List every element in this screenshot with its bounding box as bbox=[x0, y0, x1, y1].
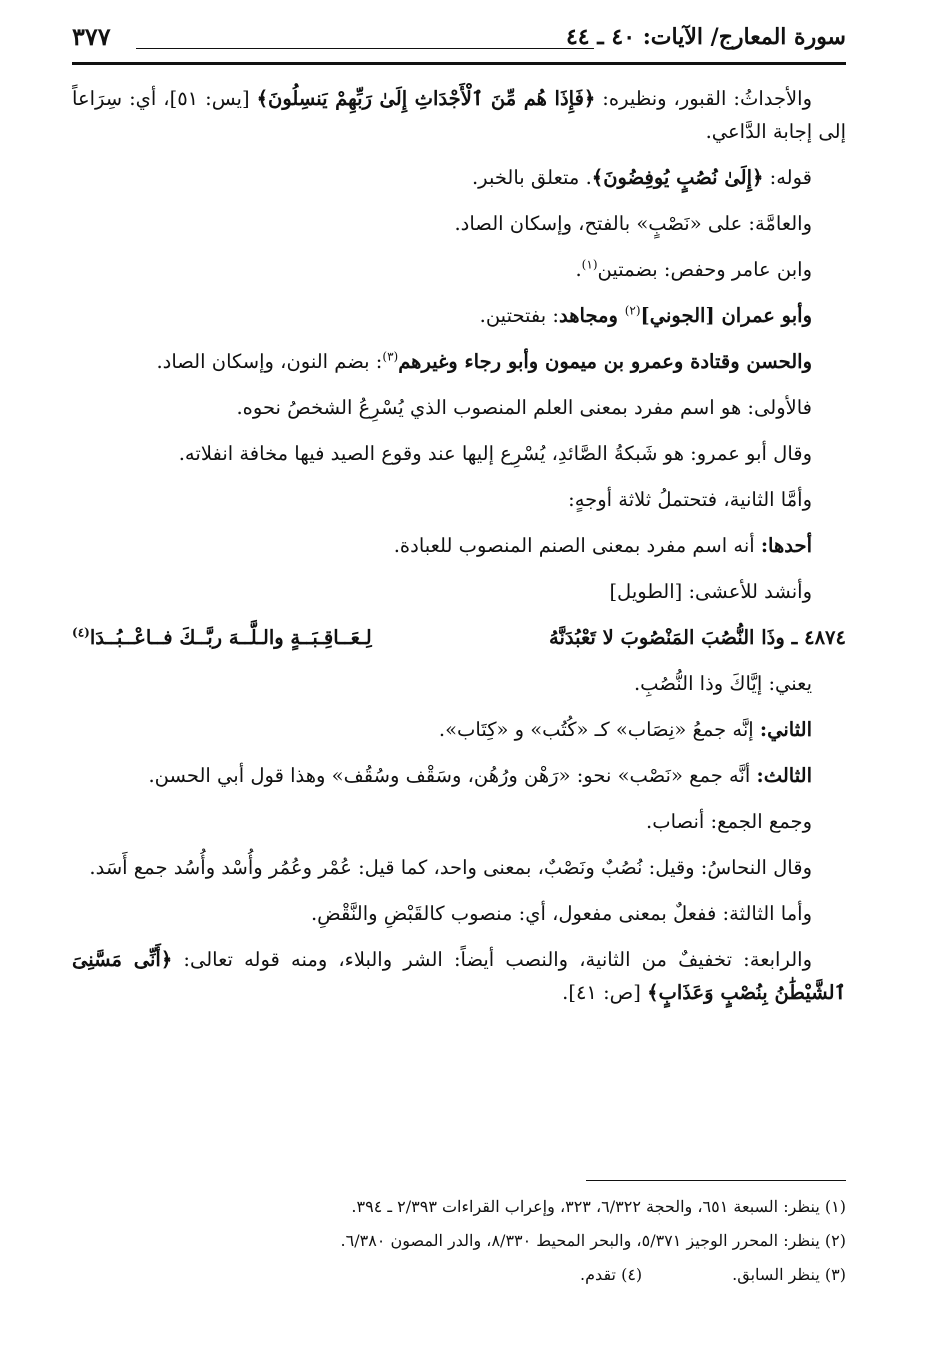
verse-hemistich-2: لِـعَــاقِـبَــةٍ والـلَّــهَ ربَّــكَ فــاعْــبُــدَا$^{(٤)}$ bbox=[72, 625, 372, 649]
header-thin-rule bbox=[136, 48, 594, 49]
footnote-ref: (٤) bbox=[72, 625, 90, 640]
footnotes bbox=[72, 1190, 846, 1292]
paragraph-14: الثالث: أنَّه جمع «نَصْب» نحو: «رَهْن ورُهُن، وسَقْف وسُقُف» وهذا قول أبي الحسن. bbox=[148, 764, 812, 787]
footnote-ref: (١) bbox=[581, 257, 598, 272]
paragraph-13: الثاني: إنَّه جمعُ «نِصَاب» كـ «كُتُب» و «كِتَاب». bbox=[438, 718, 812, 741]
footnote-1: (١) ينظر: السبعة ٦٥١، والحجة ٦/٣٢٢، ٣٢٣، وإعراب القراءات ٢/٣٩٣ ـ ٣٩٤. bbox=[351, 1197, 846, 1216]
footnote-ref: (٢) bbox=[624, 303, 641, 318]
paragraph-6: والحسن وقتادة وعمرو بن ميمون وأبو رجاء وغيرهم$^{(٣)}$: بضم النون، وإسكان الصاد. bbox=[156, 349, 812, 373]
paragraph-3: والعامَّة: على «نَصْبٍ» بالفتح، وإسكان الصاد. bbox=[454, 212, 812, 235]
paragraph-9: وأمَّا الثانية، فتحتملُ ثلاثة أوجهٍ: bbox=[568, 488, 812, 511]
footnote-3: (٣) ينظر السابق. bbox=[732, 1265, 846, 1284]
paragraph-7: فالأولى: هو اسم مفرد بمعنى العلم المنصوب الذي يُسْرِعُ الشخصُ نحوه. bbox=[236, 396, 812, 419]
paragraph-10: أحدها: أنه اسم مفرد بمعنى الصنم المنصوب للعبادة. bbox=[393, 534, 812, 557]
chapter-title: سورة المعارج/ الآيات: ٤٠ ـ ٤٤ bbox=[565, 24, 846, 50]
main-text bbox=[72, 82, 846, 1022]
paragraph-4: وابن عامر وحفص: بضمتين$^{(١)}$. bbox=[575, 257, 812, 281]
footnote-row bbox=[72, 1258, 846, 1292]
page-number: ٣٧٧ bbox=[72, 22, 111, 51]
quran-quote: ﴿إِلَىٰ نُصُبٍ يُوفِضُونَ﴾ bbox=[591, 166, 764, 189]
footnote-2: (٢) ينظر: المحرر الوجيز ٥/٣٧١، والبحر المحيط ٨/٣٣٠، والدر المصون ٦/٣٨٠. bbox=[340, 1231, 846, 1250]
paragraph-15: وجمع الجمع: أنصاب. bbox=[646, 810, 812, 833]
paragraph-17: وأما الثالثة: ففعلٌ بمعنى مفعول، أي: منصوب كالقَبْضِ والنَّقْضِ. bbox=[310, 902, 812, 925]
verse-number: ٤٨٧٤ ـ bbox=[791, 626, 846, 649]
running-header bbox=[72, 18, 846, 58]
header-rule bbox=[72, 62, 846, 65]
paragraph-18: والرابعة: تخفيفٌ من الثانية، والنصب أيضاً: الشر والبلاء، ومنه قوله تعالى: ﴿أَنِّى مَسَّنِىَ ٱلشَّيْطَٰنُ بِنُصْبٍ وَعَذَابٍ﴾ [ص: ٤١]. bbox=[72, 948, 846, 1004]
footnote-ref: (٣) bbox=[382, 349, 399, 364]
paragraph-2: قوله: ﴿إِلَىٰ نُصُبٍ يُوفِضُونَ﴾. متعلق بالخبر. bbox=[471, 166, 812, 189]
footnote-separator bbox=[586, 1180, 846, 1181]
book-page bbox=[72, 0, 846, 1368]
paragraph-8: وقال أبو عمرو: هو شَبكةُ الصَّائدِ، يُسْرِع إليها عند وقوع الصيد فيها مخافة انفلاته. bbox=[178, 442, 812, 465]
footnote-4: (٤) تقدم. bbox=[580, 1265, 643, 1284]
paragraph-5: وأبو عمران [الجوني]$^{(٢)}$ ومجاهد: بفتحتين. bbox=[479, 303, 812, 327]
paragraph-1: والأجداثُ: القبور، ونظيره: ﴿فَإِذَا هُم مِّنَ ٱلْأَجْدَاثِ إِلَىٰ رَبِّهِمْ يَنسِلُونَ﴾ [يس: ٥١]، أي: سِرَاعاً إلى إجابة الدَّاعي. bbox=[72, 87, 846, 143]
poetry-verse bbox=[72, 621, 846, 654]
verse-hemistich-1: ٤٨٧٤ ـ وذَا النُّصُبَ المَنْصُوبَ لا تَعْبُدَنَّهُ bbox=[548, 626, 846, 649]
quran-quote: ﴿أَنِّى مَسَّنِىَ ٱلشَّيْطَٰنُ بِنُصْبٍ وَعَذَابٍ﴾ bbox=[72, 948, 846, 1004]
paragraph-12: يعني: إيَّاكَ وذا النُّصُبِ. bbox=[633, 672, 812, 695]
paragraph-16: وقال النحاسُ: وقيل: نُصُبٌ ونَصْبٌ، بمعنى واحد، كما قيل: عُمْر وعُمُر وأُسْد وأُسُد جمع أَسَد. bbox=[89, 856, 812, 879]
paragraph-11: وأنشد للأعشى: [الطويل] bbox=[609, 580, 812, 603]
quran-quote: ﴿فَإِذَا هُم مِّنَ ٱلْأَجْدَاثِ إِلَىٰ رَبِّهِمْ يَنسِلُونَ﴾ bbox=[256, 87, 596, 110]
